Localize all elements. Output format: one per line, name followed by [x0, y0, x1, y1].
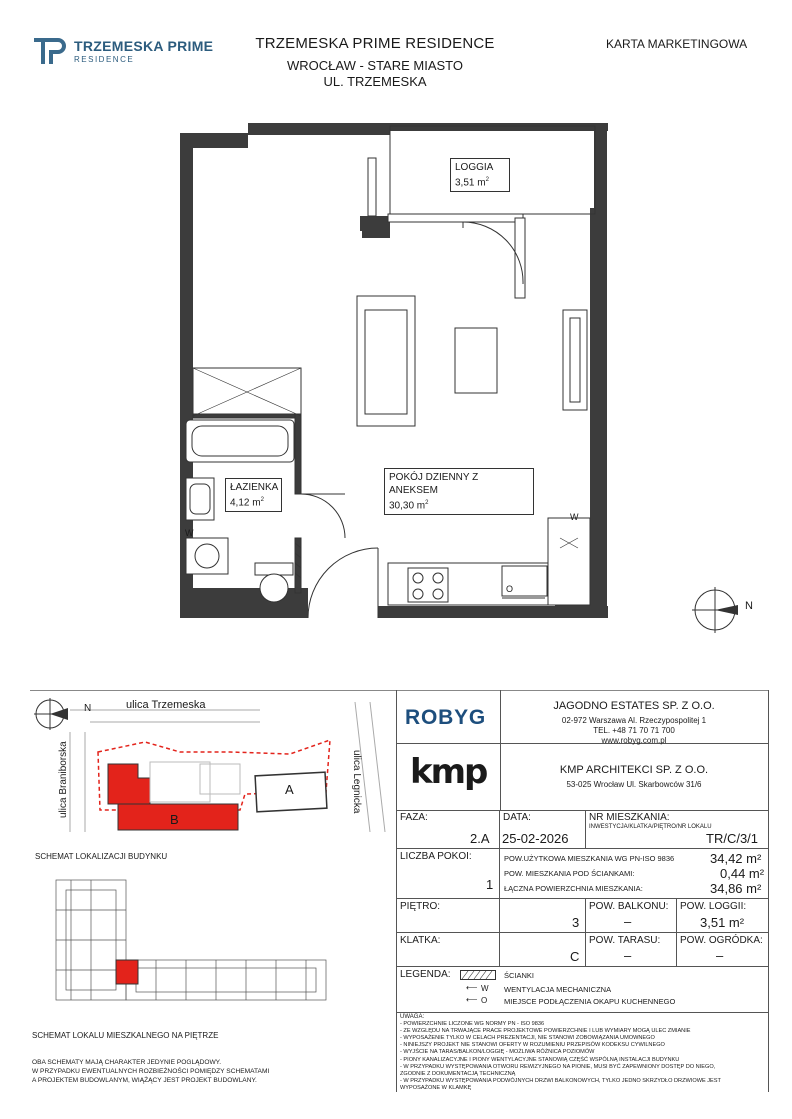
loggia-area-label: POW. LOGGII: [680, 901, 747, 912]
compass-letter-map: N [84, 703, 92, 714]
compass-letter: N [745, 600, 753, 612]
date-label: DATA: [503, 812, 531, 823]
bath-label: ŁAZIENKA 4,12 $m^2$ [225, 478, 282, 512]
street-top: ulica Trzemeska [126, 699, 206, 711]
phase-value: 2.A [470, 831, 490, 846]
page-street: UL. TRZEMESKA [323, 74, 427, 89]
legend-o: O [481, 996, 488, 1005]
street-left: ulica Braniborska [58, 741, 69, 818]
area-usable-label: POW.UŻYTKOWA MIESZKANIA WG PN-ISO 9836 [504, 854, 675, 863]
legend-walls: ŚCIANKI [504, 971, 535, 980]
apt-label: NR MIESZKANIA: [589, 812, 670, 823]
notes-title: UWAGA: [400, 1014, 425, 1020]
developer-address: 02-972 Warszawa Al. Rzeczypospolitej 1 [561, 716, 707, 725]
tp-logo-icon [32, 36, 66, 68]
legend-vent: WENTYLACJA MECHANICZNA [504, 985, 612, 994]
date-value: 25-02-2026 [502, 831, 569, 846]
architect-address: 53-025 Wrocław Ul. Skarbowców 31/6 [566, 780, 702, 789]
balcony-value: – [624, 914, 632, 929]
area-total-value: 34,86 m² [710, 881, 762, 896]
garden-label: POW. OGRÓDKA: [680, 935, 763, 946]
floor-label: PIĘTRO: [400, 901, 441, 912]
developer-web: www.robyg.com.pl [601, 736, 667, 745]
developer-phone: TEL. +48 71 70 71 700 [593, 726, 675, 735]
vent-marker-kitchen: W [570, 512, 579, 522]
loggia-label: LOGGIA 3,51 $m^2$ [450, 158, 510, 192]
loggia-area-value: 3,51 m² [700, 915, 745, 930]
legend-w: W [481, 984, 489, 993]
legend-hood: MIEJSCE PODŁĄCZENIA OKAPU KUCHENNEGO [504, 997, 676, 1006]
area-total-label: ŁĄCZNA POWIERZCHNIA MIESZKANIA: [504, 884, 643, 893]
architect-name: KMP ARCHITEKCI SP. Z O.O. [559, 764, 709, 776]
legend-w-arrow: ⟵ [466, 983, 478, 992]
page-city: WROCŁAW - STARE MIASTO [287, 58, 463, 73]
logo-name: TRZEMESKA PRIME [74, 38, 214, 54]
floor-plan [150, 118, 670, 638]
apt-value: TR/C/3/1 [706, 831, 759, 846]
garden-value: – [716, 948, 724, 963]
living-label: POKÓJ DZIENNY Z ANEKSEM 30,30 $m^2$ [384, 468, 534, 515]
compass-icon [690, 585, 760, 645]
doc-type: KARTA MARKETINGOWA [606, 37, 748, 51]
balcony-label: POW. BALKONU: [589, 901, 669, 912]
building-b-label: B [170, 812, 179, 827]
apt-sub: INWESTYCJA/KLATKA/PIĘTRO/NR LOKALU [589, 824, 712, 830]
location-caption: SCHEMAT LOKALIZACJI BUDYNKU [35, 852, 168, 861]
legend-o-arrow: ⟵ [466, 995, 478, 1004]
stair-value: C [570, 949, 580, 964]
building-a-label: A [285, 782, 294, 797]
disclaimer: OBA SCHEMATY MAJĄ CHARAKTER JEDYNIE POGLĄDOWY. W PRZYPADKU EWENTUALNYCH ROZBIEŻNOŚCI POMIĘDZY SCHEMATAMI A PROJEKTEM BUDOWLANYM, WIĄŻĄCY JEST PROJEKT BUDOWLANY. [32, 1059, 270, 1084]
floor-value: 3 [572, 915, 580, 930]
notes: UWAGA: - POWIERZCHNIE LICZONE WG NORMY PN - ISO 9836 - ZE WZGLĘDU NA TRWAJĄCE PRACE PROJEKTOWE POWIERZCHNIE I LUB WYMIARY MOGĄ ULEC ZMIANIE - WYPOSAŻENIE TYLKO W CELACH PREZENTACJI, NIE STANOWI ZOBOWIĄZANIA UMOWNEGO - NINIEJSZY PROJEKT NIE STANOWI OFERTY W ROZUMIENIU PRZEPISÓW KODEKSU CYWILNEGO - WYJŚCIE NA TARAS/BALKON/LOGGIĘ - MOŻLIWA RÓŻNICA POZIOMÓW - PIONY KANALIZACYJNE I PIONY WENTYLACYJNE STANOWIĄ CZĘŚĆ WSPÓLNĄ INSTALACJI BUDYNKU - W PRZYPADKU WYSTĘPOWANIA OTWORU REWIZYJNEGO NA PIONIE, MUSI BYĆ ZAPEWNIONY DOSTĘP DO NIEGO, ZGODNIE Z DOKUMENTACJĄ TECHNICZNĄ - W PRZYPADKU WYSTĘPOWANIA PODWÓJNYCH DRZWI BALKONOWYCH, TYLKO JEDNO SKRZYDŁO DRZWIOWE JEST WYPOSAŻONE W KLAMKĘ [400, 1014, 721, 1091]
developer-name: JAGODNO ESTATES SP. Z O.O. [553, 700, 715, 712]
hatch-icon [460, 970, 496, 980]
rooms-label: LICZBA POKOI: [400, 851, 472, 862]
terrace-value: – [624, 948, 632, 963]
rooms-value: 1 [486, 877, 494, 892]
vent-marker-bath: W [185, 528, 194, 538]
phase-label: FAZA: [400, 812, 428, 823]
street-right: ulica Legnicka [351, 750, 362, 814]
area-slope-label: POW. MIESZKANIA POD ŚCIANKAMI: [504, 869, 635, 878]
floor-caption: SCHEMAT LOKALU MIESZKALNEGO NA PIĘTRZE [32, 1031, 219, 1040]
hood-marker: O [506, 584, 514, 594]
kitchen [388, 518, 590, 605]
kmp-logo: kmp [410, 752, 487, 792]
logo-subname: RESIDENCE [74, 55, 135, 64]
floor-scheme [46, 870, 336, 1020]
area-slope-value: 0,44 m² [720, 866, 765, 881]
legend-label: LEGENDA: [400, 969, 451, 980]
terrace-label: POW. TARASU: [589, 935, 661, 946]
page-title: TRZEMESKA PRIME RESIDENCE [255, 35, 495, 52]
area-usable-value: 34,42 m² [710, 851, 762, 866]
robyg-logo: ROBYG [405, 706, 487, 729]
stair-label: KLATKA: [400, 935, 441, 946]
location-map [30, 692, 396, 842]
